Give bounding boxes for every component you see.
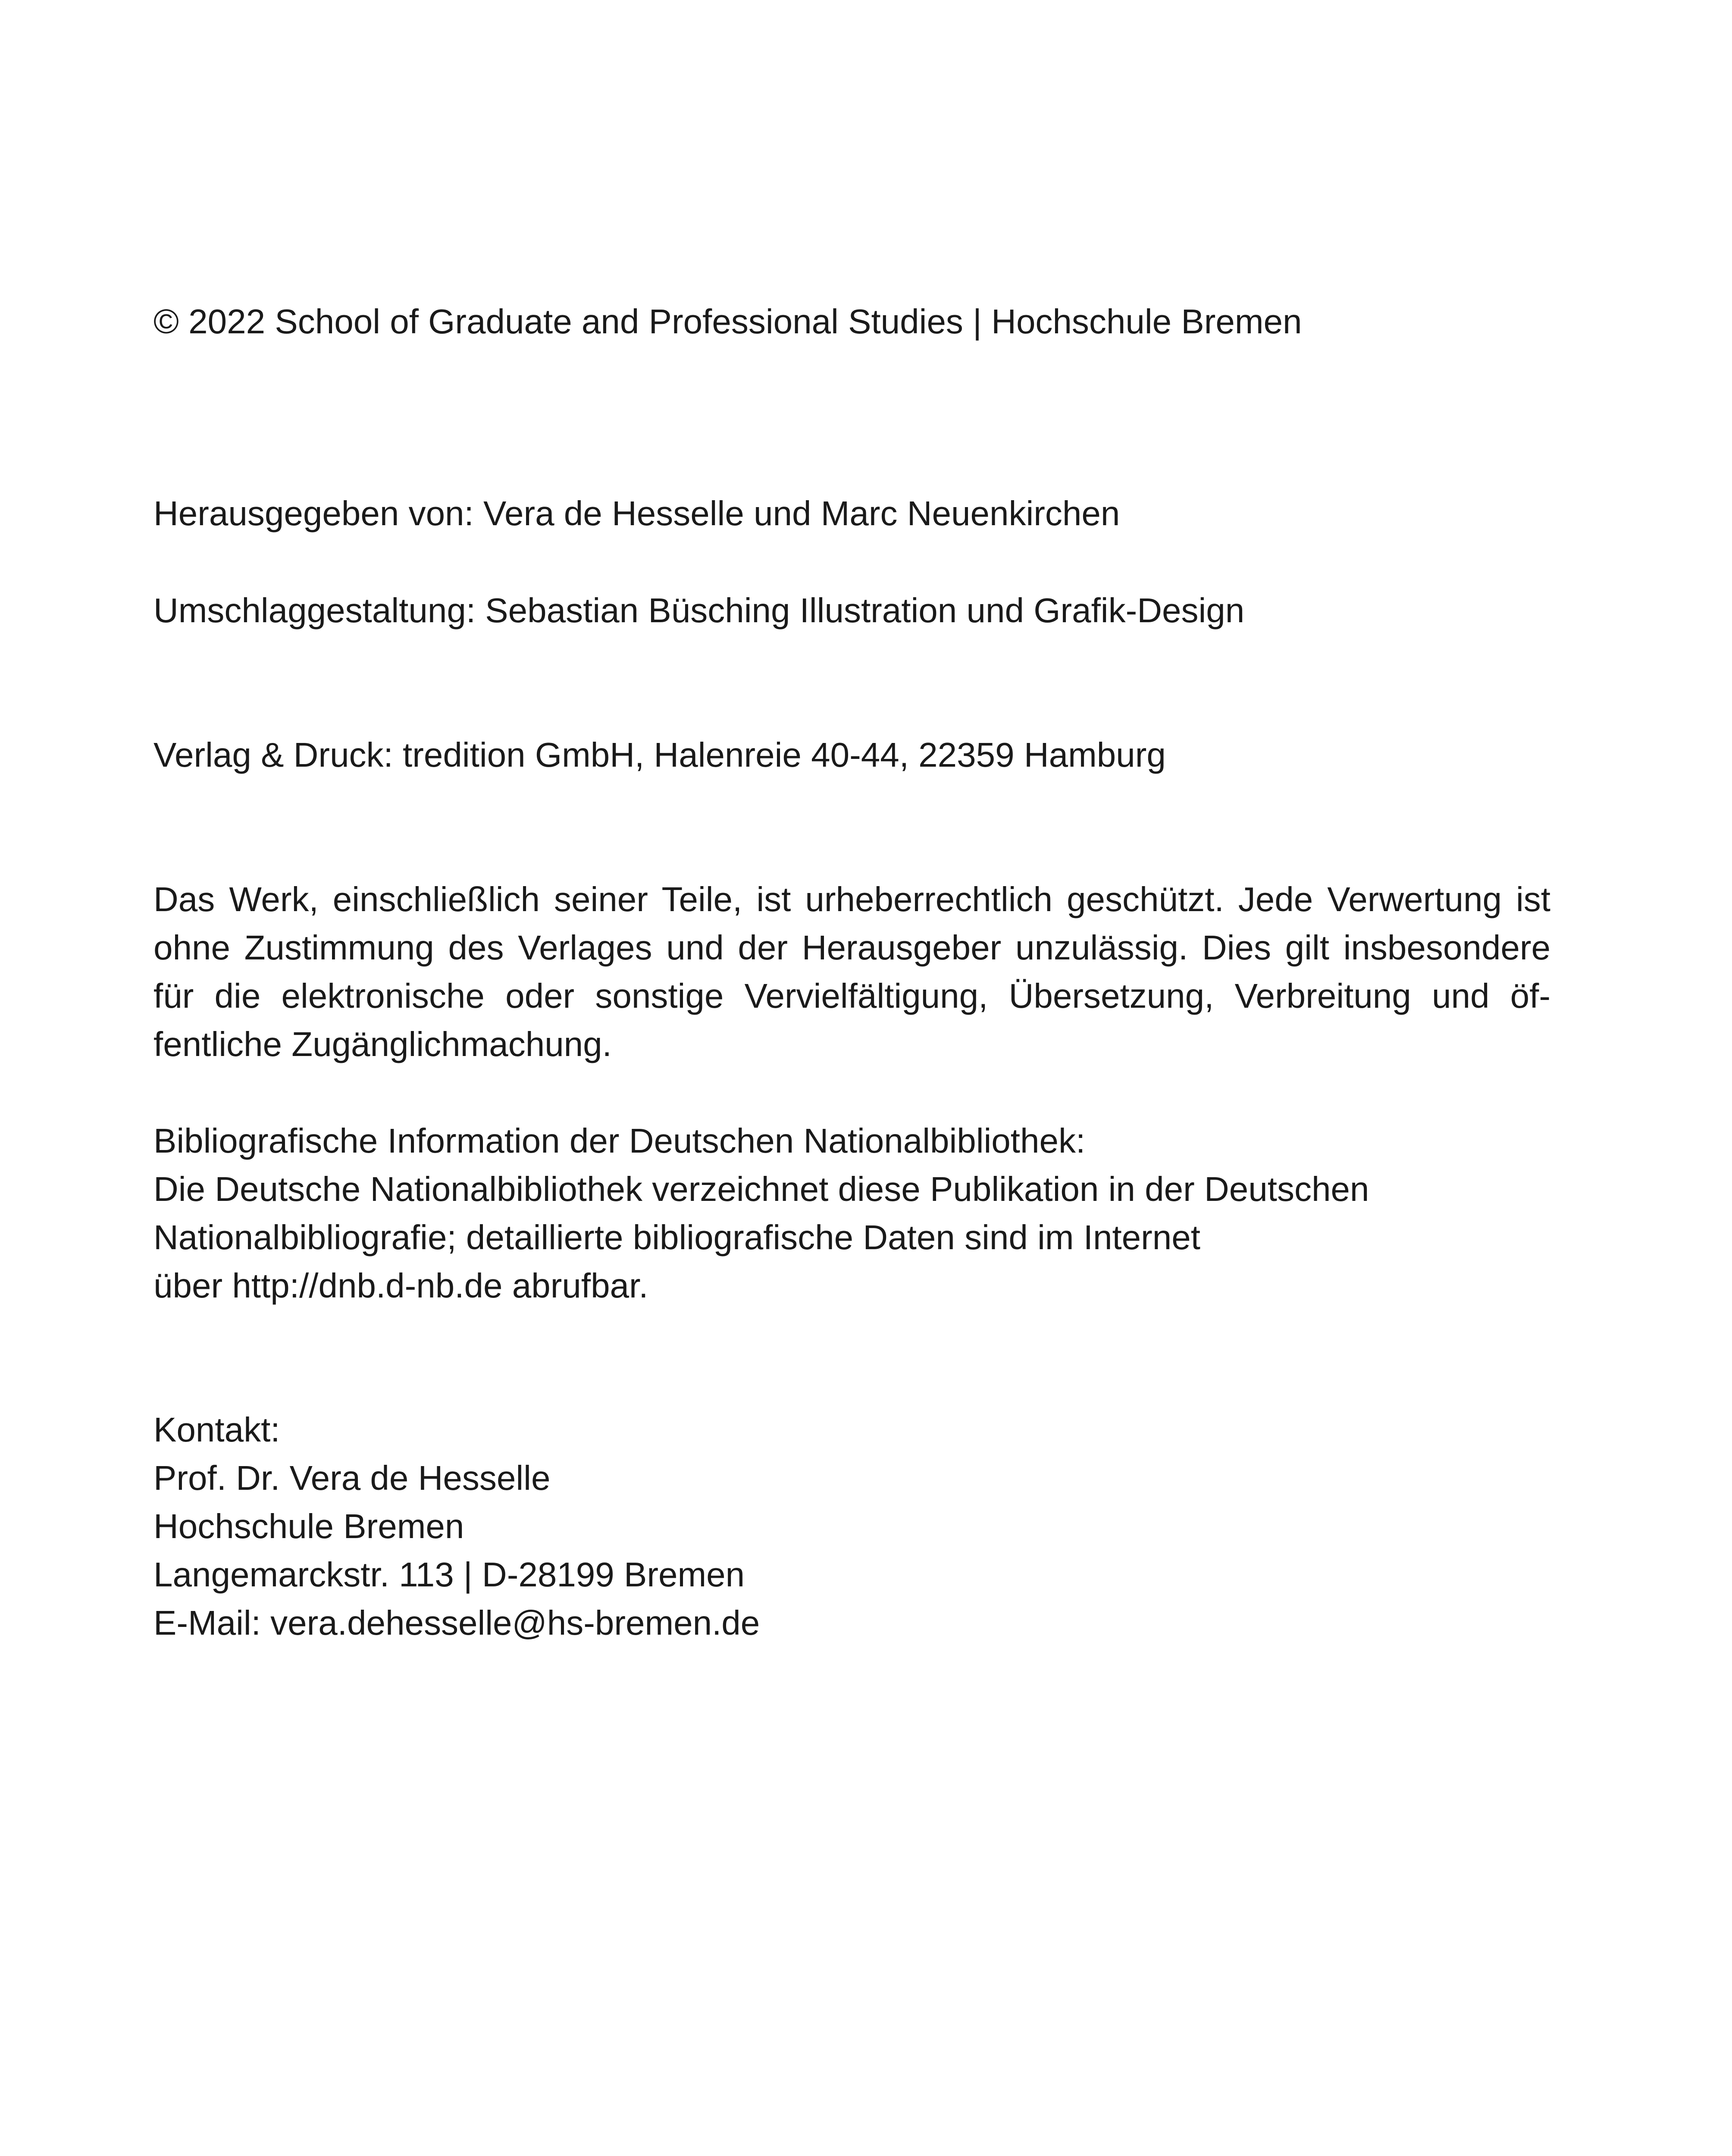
contact-institution: Hochschule Bremen [153,1507,464,1545]
bibliographic-information [153,1117,1369,1310]
contact-email: E-Mail: vera.dehesselle@hs-bremen.de [153,1604,760,1642]
contact-block [153,1406,760,1647]
editors-line: Herausgegeben von: Vera de Hesselle und Marc Neuenkirchen [153,494,1120,533]
bibliographic-heading: Bibliografische Information der Deutschen Nationalbibliothek: [153,1122,1086,1160]
bibliographic-url-line: über http://dnb.d-nb.de abrufbar. [153,1266,648,1305]
copyright-line: © 2022 School of Graduate and Professional Studies | Hochschule Bremen [153,302,1302,341]
contact-address: Langemarckstr. 113 | D-28199 Bremen [153,1555,745,1594]
rights-notice-paragraph: Das Werk, einschließlich seiner Teile, ist urheberrechtlich geschützt. Jede Verwertung ist ohne Zustimmung des Verlages und der Herausgeber unzulässig. Dies gilt insbesondere für die elektronische oder sonstige Vervielfältigung, Übersetzung, Verbreitung und öf-fentliche Zugänglichmachung. [153,880,1550,1063]
cover-design-line: Umschlaggestaltung: Sebastian Büsching Illustration und Grafik-Design [153,591,1245,630]
publisher-line: Verlag & Druck: tredition GmbH, Halenreie 40-44, 22359 Hamburg [153,736,1166,774]
contact-name: Prof. Dr. Vera de Hesselle [153,1459,551,1497]
bibliographic-text-line: Die Deutsche Nationalbibliothek verzeichnet diese Publikation in der Deutschen [153,1170,1369,1208]
bibliographic-text-line: Nationalbibliografie; detaillierte bibliografische Daten sind im Internet [153,1218,1201,1257]
contact-heading: Kontakt: [153,1410,280,1449]
